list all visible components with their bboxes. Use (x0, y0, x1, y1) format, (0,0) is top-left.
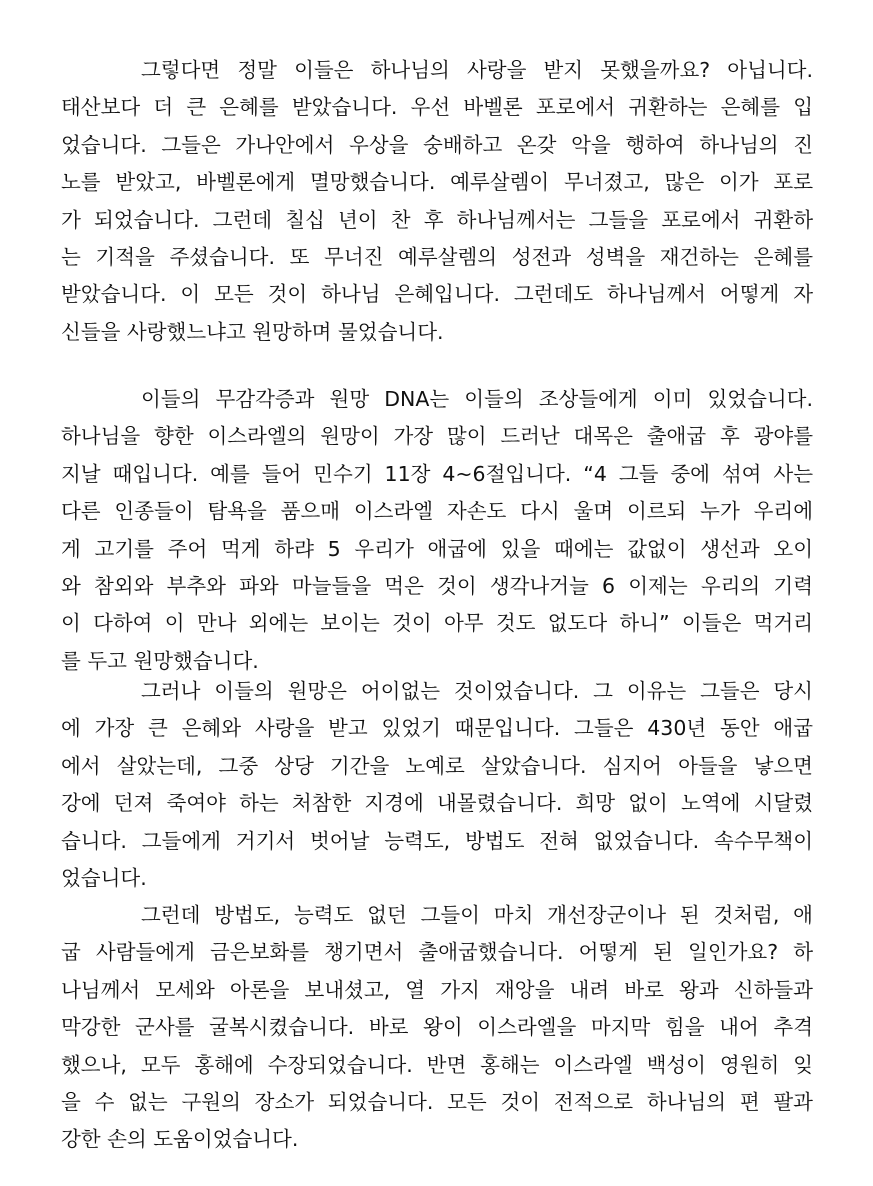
text-line: 는 기적을 주셨습니다. 또 무너진 예루살렘의 성전과 성벽을 재건하는 은혜를 (61, 244, 813, 269)
text-line: 굽 사람들에게 금은보화를 챙기면서 출애굽했습니다. 어떻게 된 일인가요? 하 (61, 940, 813, 965)
text-line: 에서 살았는데, 그중 상당 기간을 노예로 살았습니다. 심지어 아들을 낳으면 (61, 753, 813, 778)
text-line: 가 되었습니다. 그런데 칠십 년이 찬 후 하나님께서는 그들을 포로에서 귀환하 (61, 207, 813, 232)
text-line: 그러나 이들의 원망은 어이없는 것이었습니다. 그 이유는 그들은 당시 (141, 679, 813, 703)
text-line: 그런데 방법도, 능력도 없던 그들이 마치 개선장군이나 된 것처럼, 애 (141, 903, 813, 927)
text-line: 을 수 없는 구원의 장소가 되었습니다. 모든 것이 전적으로 하나님의 편 팔과 (61, 1089, 813, 1114)
text-line: 받았습니다. 이 모든 것이 하나님 은혜입니다. 그런데도 하나님께서 어떻게 자 (61, 282, 813, 307)
text-line: 노를 받았고, 바벨론에게 멸망했습니다. 예루살렘이 무너졌고, 많은 이가 포로 (61, 170, 813, 195)
text-line: 하나님을 향한 이스라엘의 원망이 가장 많이 드러난 대목은 출애굽 후 광야를 (61, 424, 813, 449)
text-line: 강에 던져 죽여야 하는 처참한 지경에 내몰렸습니다. 희망 없이 노역에 시달렸 (61, 791, 813, 816)
text-line: 했으나, 모두 홍해에 수장되었습니다. 반면 홍해는 이스라엘 백성이 영원히 잊 (61, 1052, 813, 1077)
text-line: 습니다. 그들에게 거기서 벗어날 능력도, 방법도 전혀 없었습니다. 속수무책이 (61, 828, 813, 853)
text-line: 지날 때입니다. 예를 들어 민수기 11장 4~6절입니다. “4 그들 중에 섞여 사는 (61, 461, 813, 486)
text-line: 막강한 군사를 굴복시켰습니다. 바로 왕이 이스라엘을 마지막 힘을 내어 추격 (61, 1015, 813, 1040)
text-line: 강한 손의 도움이었습니다. (61, 1127, 299, 1152)
paragraph-3 (61, 673, 813, 897)
text-line: 다른 인종들이 탐욕을 품으매 이스라엘 자손도 다시 울며 이르되 누가 우리에 (61, 499, 813, 524)
text-line: 와 참외와 부추와 파와 마늘들을 먹은 것이 생각나거늘 6 이제는 우리의 기력 (61, 573, 813, 598)
text-line: 그렇다면 정말 이들은 하나님의 사랑을 받지 못했을까요? 아닙니다. (141, 58, 813, 82)
text-line: 이들의 무감각증과 원망 DNA는 이들의 조상들에게 이미 있었습니다. (141, 387, 813, 411)
text-line: 신들을 사랑했느냐고 원망하며 물었습니다. (61, 319, 444, 344)
text-line: 나님께서 모세와 아론을 보내셨고, 열 가지 재앙을 내려 바로 왕과 신하들과 (61, 977, 813, 1002)
text-line: 를 두고 원망했습니다. (61, 648, 259, 673)
text-line: 이 다하여 이 만나 외에는 보이는 것이 아무 것도 없도다 하니” 이들은 먹거리 (61, 611, 813, 636)
paragraph-1 (61, 52, 813, 351)
paragraph-4 (61, 897, 813, 1159)
text-line: 에 가장 큰 은혜와 사랑을 받고 있었기 때문입니다. 그들은 430년 동안 애굽 (61, 716, 813, 741)
text-line: 었습니다. 그들은 가나안에서 우상을 숭배하고 온갖 악을 행하여 하나님의 진 (61, 132, 813, 157)
text-line: 었습니다. (61, 865, 147, 890)
text-line: 태산보다 더 큰 은혜를 받았습니다. 우선 바벨론 포로에서 귀환하는 은혜를 입 (61, 95, 813, 120)
paragraph-2 (61, 381, 813, 680)
text-line: 게 고기를 주어 먹게 하랴 5 우리가 애굽에 있을 때에는 값없이 생선과 오이 (61, 536, 813, 561)
